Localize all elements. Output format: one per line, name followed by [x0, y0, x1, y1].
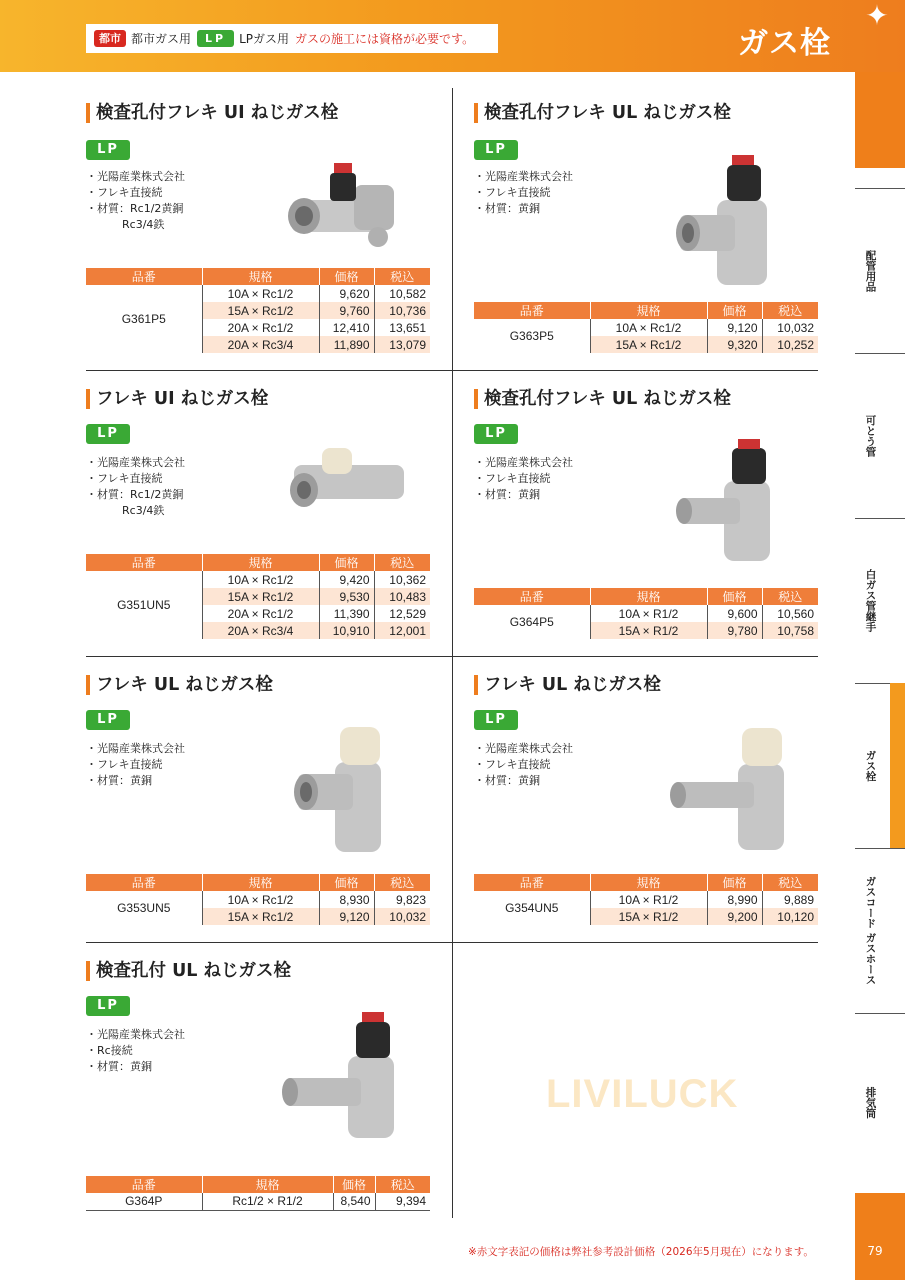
column-header: 品番 [474, 588, 590, 605]
spec-material: ・ 材質：黄銅 [86, 1059, 185, 1075]
table-cell: 12,001 [374, 622, 430, 639]
sidebar-item-gas-hose[interactable]: ガスコード ガスホース [864, 876, 877, 985]
row-divider [86, 942, 818, 943]
table-cell: 20A × Rc3/4 [202, 622, 319, 639]
product-specs [86, 169, 185, 233]
sidebar-item-piping[interactable]: 配管用品 [864, 249, 877, 292]
page-number: 79 [867, 1244, 883, 1258]
table-cell: 9,530 [319, 588, 374, 605]
column-header: 価格 [333, 1176, 375, 1193]
spec-connection: ・ フレキ直接続 [86, 185, 185, 201]
table-cell: 9,823 [374, 891, 430, 908]
lp-badge: LP [86, 140, 130, 160]
table-cell: 13,079 [374, 336, 430, 353]
column-header: 価格 [707, 588, 762, 605]
lp-badge: LP [474, 140, 518, 160]
gas-valve-image [668, 724, 793, 854]
column-header: 規格 [202, 874, 319, 891]
table-row [474, 605, 818, 622]
column-header: 価格 [319, 874, 374, 891]
column-header: 品番 [474, 874, 590, 891]
model-number: G351UN5 [117, 598, 171, 612]
product-title: 検査孔付フレキ UL ねじガス栓 [474, 388, 731, 410]
column-header: 品番 [86, 554, 202, 571]
sidebar-active-marker [890, 683, 905, 848]
table-cell: 20A × Rc1/2 [202, 605, 319, 622]
spec-maker: ・ 光陽産業株式会社 [86, 1027, 185, 1043]
table-cell: 9,889 [762, 891, 818, 908]
spec-connection: ・ Rc接続 [86, 1043, 185, 1059]
gas-valve-image [284, 440, 414, 520]
column-divider [452, 88, 453, 1218]
column-header: 税込 [762, 302, 818, 319]
table-cell: 9,394 [375, 1193, 430, 1210]
table-cell: 10,032 [762, 319, 818, 336]
model-number: G361P5 [121, 312, 166, 326]
price-table [86, 874, 430, 925]
spec-material-cont: Rc3/4鉄 [122, 504, 165, 517]
gas-type-legend [86, 24, 498, 53]
city-gas-badge: 都市 [94, 30, 126, 47]
table-cell: 15A × R1/2 [590, 908, 707, 925]
col-header-model: 品番 [86, 268, 202, 285]
spec-maker: ・ 光陽産業株式会社 [474, 169, 573, 185]
column-header: 税込 [374, 554, 430, 571]
price-table [474, 302, 818, 353]
table-cell: 20A × Rc3/4 [202, 336, 319, 353]
col-header-price: 価格 [319, 268, 374, 285]
spec-material: ・ 材質：黄銅 [474, 773, 573, 789]
table-cell: 15A × R1/2 [590, 622, 707, 639]
table-cell: 9,600 [707, 605, 762, 622]
product-specs [474, 455, 573, 503]
spec-connection: ・ フレキ直接続 [86, 757, 185, 773]
table-row [86, 1193, 430, 1210]
col-header-spec: 規格 [202, 268, 319, 285]
price-table [474, 874, 818, 925]
spec-connection: ・ フレキ直接続 [474, 471, 573, 487]
table-row [474, 319, 818, 336]
gas-valve-image [672, 150, 792, 290]
table-cell: 15A × Rc1/2 [202, 302, 319, 319]
product-title: フレキ UI ねじガス栓 [86, 388, 268, 410]
table-cell: 10,120 [762, 908, 818, 925]
spec-maker: ・ 光陽産業株式会社 [86, 169, 185, 185]
product-specs [86, 455, 185, 519]
model-number: G354UN5 [505, 901, 559, 915]
table-cell: 10,362 [374, 571, 430, 588]
model-number: G363P5 [509, 329, 554, 343]
table-cell: 10,736 [374, 302, 430, 319]
table-cell: 9,320 [707, 336, 762, 353]
column-header: 税込 [375, 1176, 430, 1193]
column-header: 税込 [762, 874, 818, 891]
sidebar-item-flexible-pipe[interactable]: 可とう管 [864, 414, 877, 457]
table-cell: 10,252 [762, 336, 818, 353]
table-cell: 9,200 [707, 908, 762, 925]
table-cell: 12,529 [374, 605, 430, 622]
product-title: 検査孔付 UL ねじガス栓 [86, 960, 291, 982]
table-row [86, 285, 430, 302]
table-cell: 10A × Rc1/2 [202, 891, 319, 908]
table-cell: 8,540 [333, 1193, 375, 1210]
table-cell: 10A × Rc1/2 [590, 319, 707, 336]
model-number: G353UN5 [117, 901, 171, 915]
sidebar-item-gas-valve[interactable]: ガス栓 [864, 749, 877, 782]
table-row [86, 571, 430, 588]
column-header: 品番 [474, 302, 590, 319]
column-header: 税込 [374, 874, 430, 891]
lp-badge: LP [86, 424, 130, 444]
spec-maker: ・ 光陽産業株式会社 [474, 741, 573, 757]
column-header: 税込 [762, 588, 818, 605]
table-cell: 10A × Rc1/2 [202, 285, 319, 302]
spec-material: ・ 材質：黄銅 [474, 201, 573, 217]
table-row [474, 891, 818, 908]
spec-material-cont: Rc3/4鉄 [122, 218, 165, 231]
column-header: 規格 [590, 302, 707, 319]
table-cell: 9,620 [319, 285, 374, 302]
table-cell: 9,120 [707, 319, 762, 336]
table-cell: 8,990 [707, 891, 762, 908]
gas-valve-image [290, 722, 400, 857]
page-number-box [855, 1193, 905, 1280]
spec-material: ・ 材質：Rc1/2黄銅 [86, 201, 185, 217]
product-title: 検査孔付フレキ UI ねじガス栓 [86, 102, 338, 124]
column-header: 規格 [202, 554, 319, 571]
lp-badge: LP [86, 710, 130, 730]
product-title: フレキ UL ねじガス栓 [474, 674, 661, 696]
product-specs [474, 169, 573, 217]
lp-badge: LP [86, 996, 130, 1016]
gas-valve-image [282, 155, 412, 255]
table-cell: 9,420 [319, 571, 374, 588]
table-cell: 10A × R1/2 [590, 891, 707, 908]
lp-gas-badge: LP [197, 30, 234, 47]
spec-material: ・ 材質：Rc1/2黄銅 [86, 487, 185, 503]
product-specs [474, 741, 573, 789]
spec-maker: ・ 光陽産業株式会社 [86, 455, 185, 471]
spec-maker: ・ 光陽産業株式会社 [86, 741, 185, 757]
product-title: フレキ UL ねじガス栓 [86, 674, 273, 696]
table-cell: 10,032 [374, 908, 430, 925]
column-header: 価格 [707, 302, 762, 319]
price-table [474, 588, 818, 639]
spec-connection: ・ フレキ直接続 [86, 471, 185, 487]
product-specs [86, 1027, 185, 1075]
column-header: 規格 [590, 588, 707, 605]
column-header: 規格 [590, 874, 707, 891]
table-cell: 11,890 [319, 336, 374, 353]
gas-valve-image [280, 1008, 415, 1148]
brand-watermark: LIVILUCK [546, 1072, 739, 1116]
table-cell: 11,390 [319, 605, 374, 622]
table-cell: 10,560 [762, 605, 818, 622]
col-header-tax: 税込 [374, 268, 430, 285]
table-cell: 15A × Rc1/2 [590, 336, 707, 353]
sidebar-header-strip [855, 72, 905, 168]
spec-material: ・ 材質：黄銅 [86, 773, 185, 789]
gas-valve-image [672, 436, 792, 566]
table-cell: 10A × Rc1/2 [202, 571, 319, 588]
price-table [86, 268, 430, 353]
table-cell: 20A × Rc1/2 [202, 319, 319, 336]
product-specs [86, 741, 185, 789]
column-header: 価格 [319, 554, 374, 571]
table-cell: 10,582 [374, 285, 430, 302]
lp-gas-label: LPガス用 [239, 32, 290, 46]
table-cell: 9,760 [319, 302, 374, 319]
page-title: ガス栓 [738, 26, 831, 61]
product-title: 検査孔付フレキ UL ねじガス栓 [474, 102, 731, 124]
page-header [0, 0, 905, 72]
price-table [86, 1176, 430, 1211]
table-cell: 13,651 [374, 319, 430, 336]
spec-connection: ・ フレキ直接続 [474, 185, 573, 201]
table-cell: 9,780 [707, 622, 762, 639]
sidebar-item-exhaust[interactable]: 排気筒 [864, 1087, 877, 1119]
row-divider [86, 656, 818, 657]
table-cell: Rc1/2 × R1/2 [202, 1193, 333, 1210]
sparkle-icon: ✦ [865, 0, 889, 32]
table-row [86, 891, 430, 908]
spec-connection: ・ フレキ直接続 [474, 757, 573, 773]
lp-badge: LP [474, 710, 518, 730]
column-header: 品番 [86, 874, 202, 891]
table-cell: 12,410 [319, 319, 374, 336]
column-header: 規格 [202, 1176, 333, 1193]
model-number: G364P [86, 1193, 202, 1210]
city-gas-label: 都市ガス用 [131, 32, 192, 46]
lp-badge: LP [474, 424, 518, 444]
table-cell: 10,910 [319, 622, 374, 639]
table-cell: 9,120 [319, 908, 374, 925]
price-table [86, 554, 430, 639]
spec-material: ・ 材質：黄銅 [474, 487, 573, 503]
table-cell: 15A × Rc1/2 [202, 588, 319, 605]
sidebar-item-fittings[interactable]: 白ガス管継手 [864, 569, 877, 632]
table-cell: 8,930 [319, 891, 374, 908]
table-cell: 10,758 [762, 622, 818, 639]
table-cell: 15A × Rc1/2 [202, 908, 319, 925]
table-cell: 10A × R1/2 [590, 605, 707, 622]
column-header: 品番 [86, 1176, 202, 1193]
table-cell: 10,483 [374, 588, 430, 605]
license-warning: ガスの施工には資格が必要です。 [295, 32, 475, 46]
model-number: G364P5 [509, 615, 554, 629]
column-header: 価格 [707, 874, 762, 891]
price-footnote: ※赤文字表記の価格は弊社参考設計価格（2026年5月現在）になります。 [468, 1246, 814, 1258]
row-divider [86, 370, 818, 371]
spec-maker: ・ 光陽産業株式会社 [474, 455, 573, 471]
